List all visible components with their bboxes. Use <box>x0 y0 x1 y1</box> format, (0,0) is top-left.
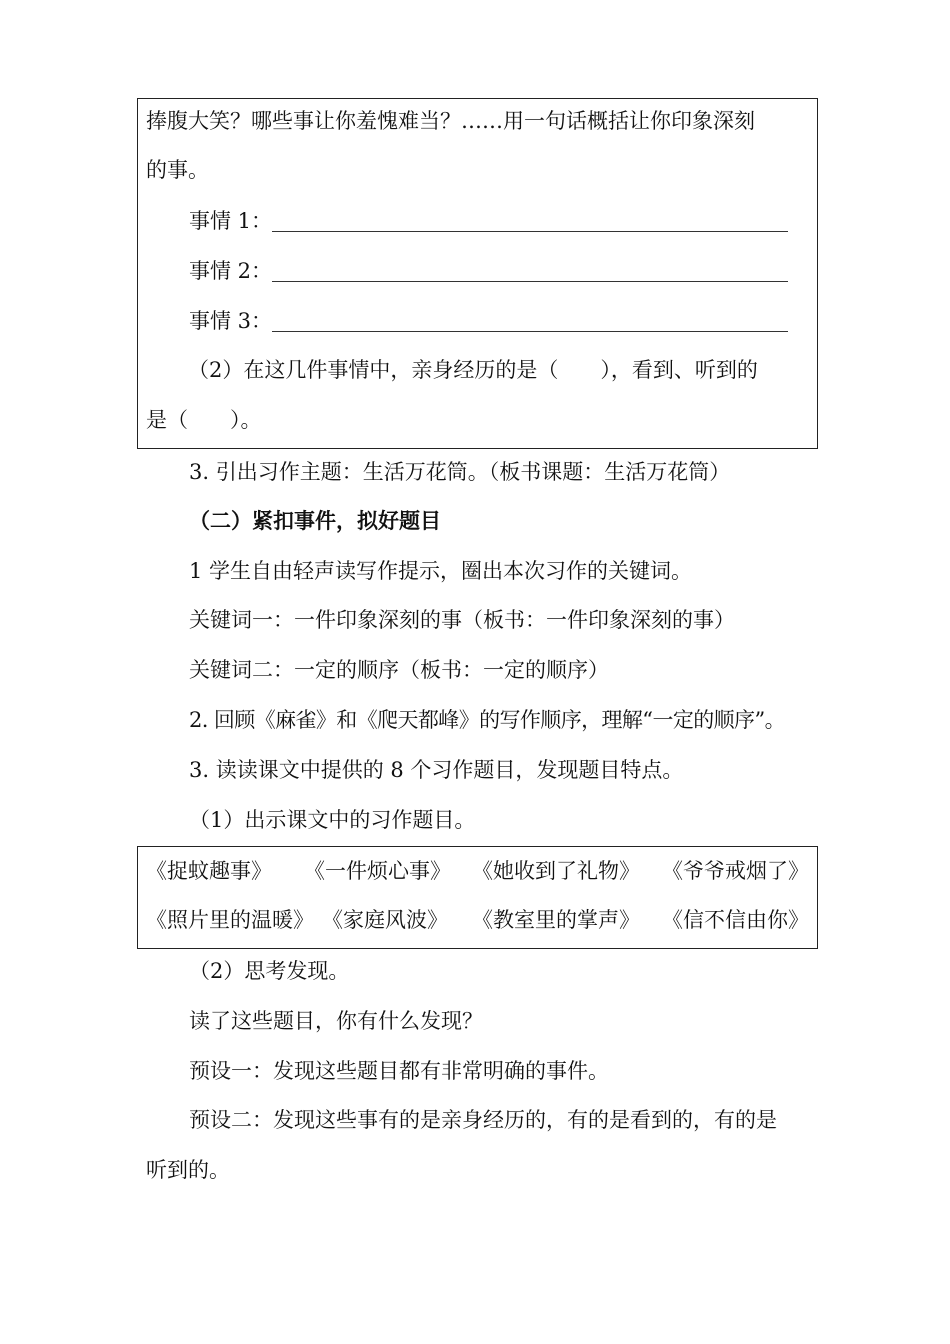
event-3-fill-line[interactable] <box>272 331 788 332</box>
box-text-line-1: 捧腹大笑？哪些事让你羞愧难当？……用一句话概括让你印象深刻 <box>146 109 755 133</box>
keyword-1: 关键词一：一件印象深刻的事（板书：一件印象深刻的事） <box>189 608 735 632</box>
title-item: 《她收到了礼物》 <box>472 859 640 883</box>
paragraph-2: 2. 回顾《麻雀》和《爬天都峰》的写作顺序，理解“一定的顺序”。 <box>189 708 785 732</box>
event-1-fill-line[interactable] <box>272 231 788 232</box>
event-3-label: 事情 3： <box>189 309 273 333</box>
event-2-label: 事情 2： <box>189 259 273 283</box>
keyword-2: 关键词二：一定的顺序（板书：一定的顺序） <box>189 658 609 682</box>
title-item: 《捉蚊趣事》 <box>146 859 272 883</box>
preset-1: 预设一：发现这些题目都有非常明确的事件。 <box>189 1059 609 1083</box>
paragraph-1: 1 学生自由轻声读写作提示，圈出本次习作的关键词。 <box>189 559 693 583</box>
section-2-heading: （二）紧扣事件，拟好题目 <box>189 508 441 533</box>
title-item: 《一件烦心事》 <box>304 859 451 883</box>
preset-2-line-1: 预设二：发现这些事有的是亲身经历的，有的是看到的，有的是 <box>189 1108 777 1132</box>
title-item: 《家庭风波》 <box>322 908 448 932</box>
title-item: 《爷爷戒烟了》 <box>662 859 809 883</box>
title-item: 《信不信由你》 <box>662 908 809 932</box>
event-2-fill-line[interactable] <box>272 281 788 282</box>
paragraph-3-2: （2）思考发现。 <box>189 959 350 983</box>
title-item: 《教室里的掌声》 <box>472 908 640 932</box>
paragraph-3: 3. 读读课文中提供的 8 个习作题目，发现题目特点。 <box>189 758 684 782</box>
box-text-line-2: 的事。 <box>146 158 209 182</box>
event-1-label: 事情 1： <box>189 209 273 233</box>
question-2-line-1: （2）在这几件事情中，亲身经历的是（ ），看到、听到的 <box>188 358 758 382</box>
paragraph-3-1: （1）出示课文中的习作题目。 <box>189 808 476 832</box>
discovery-question: 读了这些题目，你有什么发现？ <box>189 1009 483 1033</box>
item-3-theme: 3. 引出习作主题：生活万花筒。（板书课题：生活万花筒） <box>189 460 731 484</box>
question-2-line-2: 是（ ）。 <box>146 408 262 432</box>
title-item: 《照片里的温暖》 <box>146 908 314 932</box>
preset-2-line-2: 听到的。 <box>146 1158 230 1182</box>
